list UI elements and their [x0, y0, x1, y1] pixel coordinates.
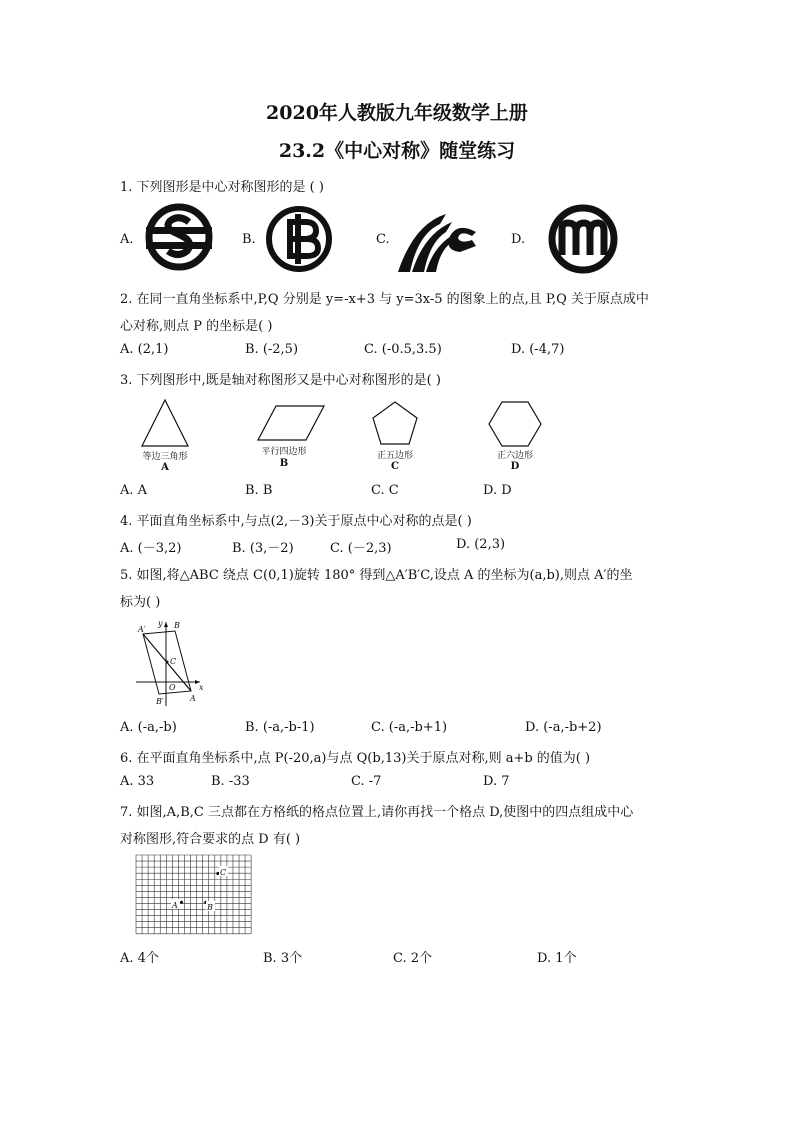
q6-option-d: D. 7 — [483, 774, 510, 789]
grid-label-c: C — [220, 868, 227, 877]
q4-option-b: B. (3,－2) — [232, 541, 294, 556]
q3-option-a: A. A — [120, 483, 148, 498]
q2-option-d: D. (-4,7) — [511, 342, 565, 357]
q5-stem-line1: 5. 如图,将△ABC 绕点 C(0,1)旋转 180° 得到△A′B′C,设点 A 的坐标为(a,b),则点 A′的坐 — [120, 568, 633, 583]
q5-stem-line2: 标为( ) — [120, 595, 161, 610]
q6-option-c: C. -7 — [351, 774, 382, 789]
q7-option-a: A. 4个 — [120, 951, 159, 966]
q5-option-c: C. (-a,-b+1) — [371, 720, 448, 735]
q2-stem-line1: 2. 在同一直角坐标系中,P,Q 分别是 y=-x+3 与 y=3x-5 的图象上的点,且 P,Q 关于原点成中 — [120, 292, 649, 307]
q7-grid-figure — [134, 853, 254, 937]
q3-caption-c: 正五边形 — [376, 451, 414, 461]
label-x: x — [199, 683, 204, 692]
grid-lines — [136, 855, 251, 934]
grid-label-a: A — [172, 901, 178, 910]
q3-option-d: D. D — [483, 483, 512, 498]
q3-option-c: C. C — [371, 483, 399, 498]
q1-logo-c — [394, 206, 478, 276]
q3-caption-b: 平行四边形 — [261, 447, 307, 457]
q1-logo-b — [264, 204, 334, 274]
q7-option-d: D. 1个 — [537, 951, 577, 966]
q1-option-b: B. — [242, 232, 256, 247]
label-y: y — [158, 619, 163, 628]
q5-option-d: D. (-a,-b+2) — [525, 720, 602, 735]
point-a — [180, 901, 183, 904]
point-c — [166, 661, 169, 664]
q5-option-b: B. (-a,-b-1) — [245, 720, 315, 735]
q7-stem-line2: 对称图形,符合要求的点 D 有( ) — [120, 832, 301, 847]
q2-option-b: B. (-2,5) — [245, 342, 299, 357]
q3-letter-c: C — [391, 461, 399, 472]
q5-rotation-figure — [132, 616, 208, 708]
equilateral-triangle-shape — [142, 400, 188, 446]
q1-logo-d — [546, 203, 620, 275]
q2-option-c: C. (-0.5,3.5) — [364, 342, 442, 357]
regular-pentagon-shape — [373, 402, 417, 444]
page-subtitle: 23.2《中心对称》随堂练习 — [278, 140, 516, 162]
label-o: O — [169, 683, 176, 692]
grid-label-b: B — [207, 903, 213, 912]
q6-option-a: A. 33 — [120, 774, 155, 789]
q2-option-a: A. (2,1) — [120, 342, 169, 357]
q3-option-b: B. B — [245, 483, 273, 498]
q7-option-b: B. 3个 — [263, 951, 303, 966]
label-c: C — [170, 657, 177, 666]
q1-logo-a — [142, 202, 218, 272]
q7-option-c: C. 2个 — [393, 951, 433, 966]
q4-option-c: C. (－2,3) — [330, 541, 392, 556]
q1-option-d: D. — [511, 232, 526, 247]
q3-letter-a: A — [161, 462, 169, 472]
q1-option-c: C. — [376, 232, 390, 247]
label-b-prime: B′ — [156, 697, 164, 706]
q3-caption-a: 等边三角形 — [142, 452, 188, 462]
q1-option-a: A. — [120, 232, 134, 247]
page-title: 2020年人教版九年级数学上册 — [266, 102, 528, 124]
q3-stem: 3. 下列图形中,既是轴对称图形又是中心对称图形的是( ) — [120, 373, 441, 388]
q3-letter-b: B — [279, 458, 289, 469]
q1-stem: 1. 下列图形是中心对称图形的是 ( ) — [120, 180, 324, 195]
q3-caption-d: 正六边形 — [496, 451, 534, 461]
q7-stem-line1: 7. 如图,A,B,C 三点都在方格纸的格点位置上,请你再找一个格点 D,使图中的四点组成中心 — [120, 805, 634, 820]
q5-option-a: A. (-a,-b) — [120, 720, 177, 735]
q6-option-b: B. -33 — [211, 774, 250, 789]
label-a-prime: A′ — [138, 625, 146, 634]
label-a: A — [190, 694, 196, 703]
q3-letter-d: D — [510, 461, 520, 472]
q4-stem: 4. 平面直角坐标系中,与点(2,－3)关于原点中心对称的点是( ) — [120, 514, 472, 529]
q2-stem-line2: 心对称,则点 P 的坐标是( ) — [120, 319, 273, 334]
label-b: B — [174, 621, 180, 630]
q3-figures — [130, 396, 560, 472]
q4-option-d: D. (2,3) — [456, 537, 506, 552]
regular-hexagon-shape — [489, 402, 541, 446]
parallelogram-shape — [258, 406, 324, 440]
q6-stem: 6. 在平面直角坐标系中,点 P(-20,a)与点 Q(b,13)关于原点对称,则 a+b 的值为( ) — [120, 751, 591, 766]
q4-option-a: A. (－3,2) — [120, 541, 182, 556]
